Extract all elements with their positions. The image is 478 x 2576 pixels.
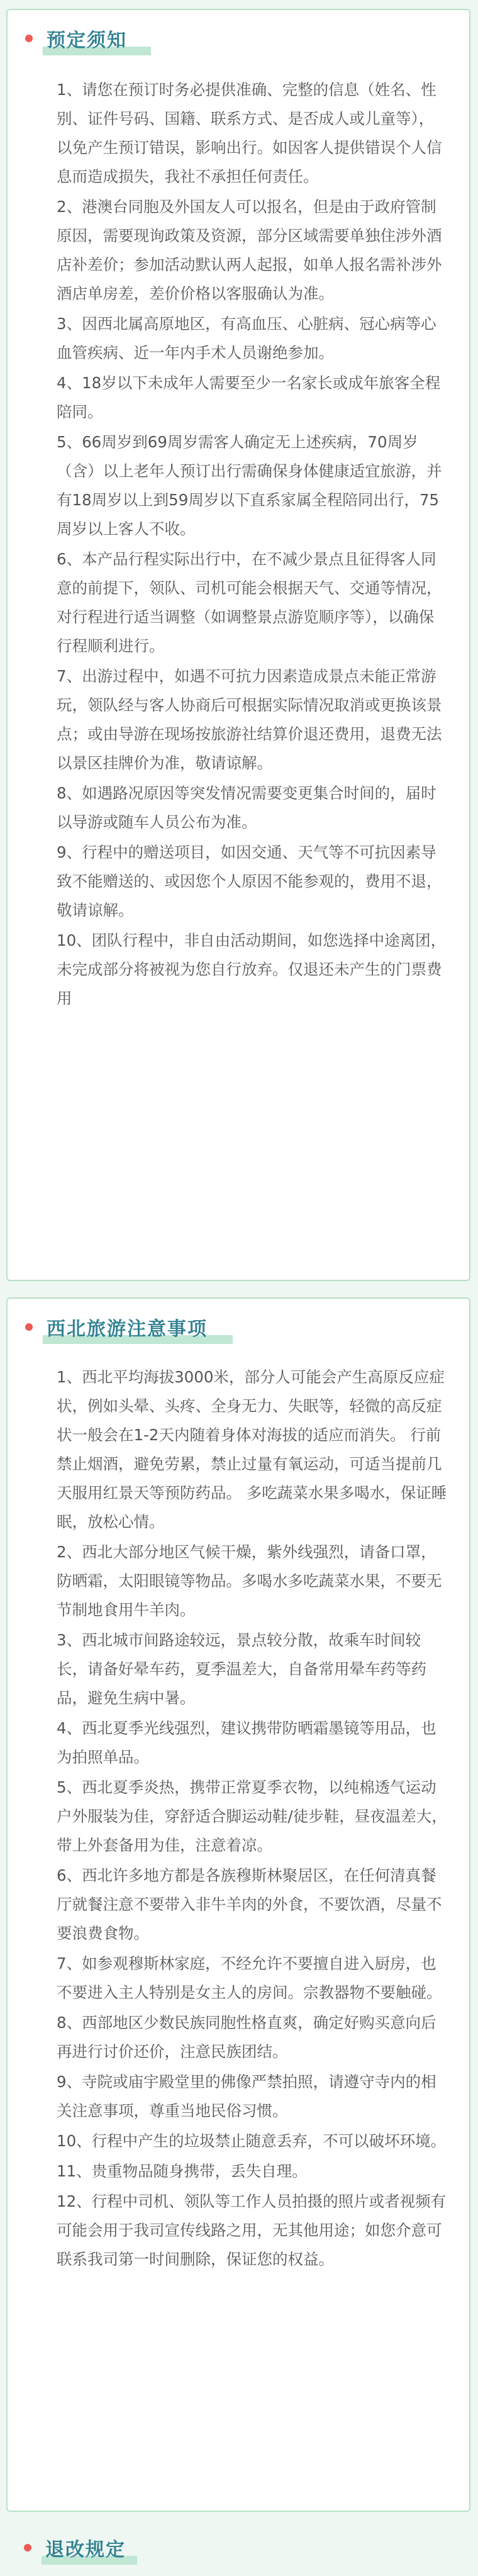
notice-item: 3、因西北属高原地区，有高血压、心脏病、冠心病等心血管疾病、近一年内手术人员谢绝参加。 [57,315,436,362]
travel-tip-item: 1、西北平均海拔3000米，部分人可能会产生高原反应症状，例如头晕、头疼、全身无力、失眠等，轻微的高反症状一般会在1-2天内随着身体对海拔的适应而消失。 行前禁止烟酒，避免劳累，禁止过量有氧运动，可适当提前几天服用红景天等预防药品。 多吃蔬菜水果多喝水，保证睡眠，放松心情。 [57,1368,447,1531]
notice-item: 9、行程中的赠送项目，如因交通、天气等不可抗因素导致不能赠送的、或因您个人原因不能参观的，费用不退，敬请谅解。 [57,843,442,919]
travel-tip-item: 11、贵重物品随身携带，丢失自理。 [57,2162,308,2180]
travel-tip-item: 7、如参观穆斯林家庭，不经允许不要擅自进入厨房，也不要进入主人特别是女主人的房间。宗教器物不要触碰。 [57,1954,442,2002]
section-bullet-icon [25,35,33,42]
travel-tips-title: 西北旅游注意事项 [47,1318,208,1340]
notice-item: 5、66周岁到69周岁需客人确定无上述疾病，70周岁（含）以上老年人预订出行需确保身体健康适宜旅游，并有18周岁以上到59周岁以下直系家属全程陪同出行，75周岁以上客人不收。 [57,433,442,538]
travel-tips-header [8,1308,208,1347]
section-bullet-icon [24,2544,31,2551]
notice-item: 4、18岁以下未成年人需要至少一名家长或成年旅客全程陪同。 [57,374,441,421]
travel-tips-list [57,1363,448,2275]
travel-tips-card [6,1297,470,2512]
notice-item: 1、请您在预订时务必提供准确、完整的信息（姓名、性别、证件号码、国籍、联系方式、是否成人或儿童等），以免产生预订错误，影响出行。如因客人提供错误个人信息而造成损失，我社不承担任何责任。 [57,81,442,186]
travel-tip-item: 4、西北夏季光线强烈，建议携带防晒霜墨镜等用品，也为拍照单品。 [57,1719,436,1766]
notice-item: 8、如遇路况原因等突发情况需要变更集合时间的，届时以导游或随车人员公布为准。 [57,784,436,831]
travel-tip-item: 5、西北夏季炎热，携带正常夏季衣物，以纯棉透气运动户外服装为佳，穿舒适合脚运动鞋/徒步鞋，昼夜温差大，带上外套备用为佳，注意着凉。 [57,1778,447,1854]
travel-tip-item: 9、寺院或庙宇殿堂里的佛像严禁拍照，请遵守寺内的相关注意事项，尊重当地民俗习惯。 [57,2073,436,2120]
refund-policy-title: 退改规定 [45,2539,126,2561]
notice-item: 7、出游过程中，如遇不可抗力因素造成景点未能正常游玩，领队经与客人协商后可根据实际情况取消或更换该景点；或由导游在现场按旅游社结算价退还费用，退费无法以景区挂牌价为准，敬请谅解。 [57,667,442,772]
notice-item: 6、本产品行程实际出行中，在不减少景点且征得客人同意的前提下，领队、司机可能会根据天气、交通等情况，对行程进行适当调整（如调整景点游览顺序等），以确保行程顺利进行。 [57,550,442,655]
travel-tip-item: 10、行程中产生的垃圾禁止随意丢弃，不可以破坏环境。 [57,2132,447,2150]
booking-notice-title: 预定须知 [47,30,127,52]
travel-tip-item: 6、西北许多地方都是各族穆斯林聚居区，在任何清真餐厅就餐注意不要带入非牛羊肉的外食，不要饮酒，尽量不要浪费食物。 [57,1866,442,1942]
travel-tip-item: 2、西北大部分地区气候干燥，紫外线强烈，请备口罩，防晒霜，太阳眼镜等物品。多喝水多吃蔬菜水果，不要无节制地食用牛羊肉。 [57,1543,442,1619]
notice-item: 10、团队行程中，非自由活动期间，如您选择中途离团，未完成部分将被视为您自行放弃。仅退还未产生的门票费用 [57,931,447,1007]
notice-item: 2、港澳台同胞及外国友人可以报名，但是由于政府管制原因，需要现询政策及资源，部分区域需要单独住涉外酒店补差价；参加活动默认两人起报，如单人报名需补涉外酒店单房差，差价价格以客服确认为准。 [57,198,442,303]
booking-notice-list [57,76,448,1014]
booking-notice-header [8,19,127,58]
travel-tip-item: 8、西部地区少数民族同胞性格直爽，确定好购买意向后再进行讨价还价，注意民族团结。 [57,2013,436,2061]
refund-policy-header [0,2528,478,2567]
travel-tip-item: 12、行程中司机、领队等工作人员拍摄的照片或者视频有可能会用于我司宣传线路之用，无其他用途；如您介意可联系我司第一时间删除，保证您的权益。 [57,2192,447,2268]
travel-tip-item: 3、西北城市间路途较远，景点较分散，故乘车时间较长，请备好晕车药，夏季温差大，自备常用晕车药等药品，避免生病中暑。 [57,1631,426,1707]
section-bullet-icon [25,1323,33,1331]
booking-notice-card [6,9,470,1281]
